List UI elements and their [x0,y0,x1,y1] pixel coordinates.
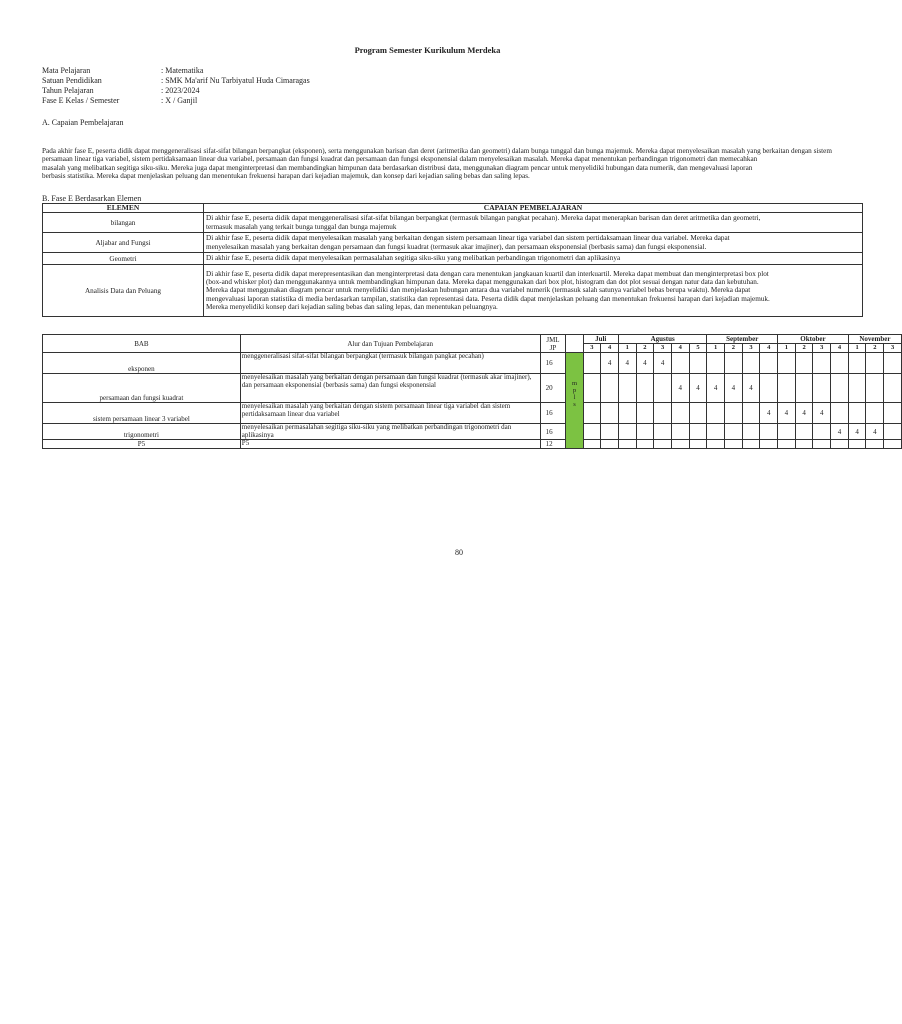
elemen-header: ELEMEN [43,204,204,213]
week-cell [583,440,601,449]
atp-cell: menggeneralisasi sifat-sifat bilangan berpangkat (termasuk bilangan pangkat pecahan) [240,353,540,374]
week-cell: 4 [725,374,743,403]
week-cell [813,440,831,449]
info-label: Mata Pelajaran [42,66,91,75]
week-cell [884,403,902,424]
week-cell: 4 [848,424,866,440]
week-cell [831,403,849,424]
week-cell [795,374,813,403]
jp-cell: 12 [540,440,566,449]
week-number: 4 [760,344,778,353]
week-cell [636,403,654,424]
week-cell: 4 [866,424,884,440]
bab-cell: persamaan dan fungsi kuadrat [43,374,241,403]
info-label: Satuan Pendidikan [42,76,102,85]
capaian-text [204,233,863,253]
capaian-line: termasuk masalah yang terkait bunga tunggal dan bunga majemuk [206,222,397,231]
capaian-text [204,253,863,265]
week-cell [778,424,796,440]
paragraph-line: Pada akhir fase E, peserta didik dapat menggeneralisasi sifat-sifat bilangan berpangkat (eksponen), serta menggunakan barisan dan deret (aritmetika dan geometri) dalam bunga tunggal dan bunga majemuk. Mereka dapat menyelesaikan masalah yang berkaitan dengan sistem [42,147,832,155]
week-cell [671,403,689,424]
week-cell [618,424,636,440]
week-cell [707,353,725,374]
week-cell [760,374,778,403]
schedule-row [43,374,902,403]
week-cell: 4 [636,353,654,374]
info-row [42,66,310,76]
schedule-row [43,424,902,440]
week-cell [654,440,672,449]
week-cell [884,353,902,374]
month-header: September [707,335,778,344]
elemen-header-row [43,204,863,213]
mpls-letter: p [572,386,577,394]
schedule-row [43,353,902,374]
elemen-row [43,253,863,265]
paragraph-line: berbasis statistika. Mereka dapat menjelaskan peluang dan menentukan frekuensi harapan dari kejadian majemuk, dan konsep dari kejadian saling bebas dan saling lepas. [42,171,530,180]
capaian-paragraph [42,147,832,180]
week-cell [884,424,902,440]
week-cell [760,424,778,440]
month-header: November [848,335,901,344]
week-cell: 4 [601,353,619,374]
schedule-row [43,403,902,424]
elemen-name: bilangan [43,213,204,233]
elemen-name: Analisis Data dan Peluang [43,265,204,317]
week-cell [866,353,884,374]
week-cell [742,403,760,424]
week-number: 1 [848,344,866,353]
week-cell [725,440,743,449]
bab-cell: sistem persamaan linear 3 variabel [43,403,241,424]
info-value: : Matematika [161,66,204,75]
week-cell [742,424,760,440]
week-cell [583,374,601,403]
week-cell [778,374,796,403]
week-cell [831,374,849,403]
week-cell: 4 [742,374,760,403]
week-cell [760,353,778,374]
week-cell [618,440,636,449]
week-cell: 4 [760,403,778,424]
week-cell [671,440,689,449]
capaian-line: (box-and whisker plot) dan menggunakannya untuk membandingkan himpunan data. Mereka dapat menggunakan dari box plot, histogram dan dot plot sesuai dengan natur data dan kebutuhan. [206,278,759,287]
week-number: 1 [778,344,796,353]
week-cell: 4 [813,403,831,424]
week-cell: 4 [654,353,672,374]
elemen-row [43,233,863,253]
week-number: 2 [725,344,743,353]
capaian-header: CAPAIAN PEMBELAJARAN [204,204,863,213]
info-value: : X / Ganjil [161,96,198,105]
week-cell [601,440,619,449]
capaian-text [204,265,863,317]
week-cell [583,424,601,440]
week-cell [760,440,778,449]
capaian-line: Di akhir fase E, peserta didik dapat menyelesaikan permasalahan segitiga siku-siku yang melibatkan perbandingan trigonometri dan aplikasinya [206,254,621,263]
week-cell [654,374,672,403]
week-cell [654,424,672,440]
paragraph-line: masalah yang melibatkan segitiga siku-siku. Mereka juga dapat menginterpretasi dan membandingkan himpunan data berdasarkan distribusi data, menggunakan diagram pencar untuk menyelidiki hubungan data numerik, dan mengevaluasi laporan [42,163,753,172]
bab-cell: P5 [43,440,241,449]
week-cell [866,440,884,449]
atp-cell: menyelesaikan masalah yang berkaitan dengan persamaan dan fungsi kuadrat (termasuk akar imajiner), dan persamaan eksponensial (berbasis sama) dan fungsi eksponensial [240,374,540,403]
info-label: Fase E Kelas / Semester [42,96,120,105]
info-row [42,86,310,96]
info-block [42,66,310,106]
info-label: Tahun Pelajaran [42,86,94,95]
week-cell [742,440,760,449]
atp-cell: P5 [240,440,540,449]
week-number: 4 [671,344,689,353]
jp-cell: 20 [540,374,566,403]
document-title: Program Semester Kurikulum Merdeka [354,45,501,55]
week-cell [583,353,601,374]
week-cell [601,424,619,440]
week-cell [636,440,654,449]
week-cell [725,353,743,374]
elemen-row [43,213,863,233]
capaian-line: Di akhir fase E, peserta didik dapat menyelesaikan masalah yang berkaitan dengan sistem persamaan linear tiga variabel dan sistem pertidaksamaan linear dua variabel. Mereka dapat [206,234,730,243]
capaian-line: Mereka menyelidiki konsep dari kejadian saling bebas dan saling lepas, dan menentukan peluangnya. [206,302,498,311]
week-cell [689,353,707,374]
week-cell: 4 [778,403,796,424]
week-cell [689,403,707,424]
elemen-name: Aljabar and Fungsi [43,233,204,253]
mpls-letter: m [571,379,577,387]
week-cell [601,403,619,424]
week-cell [689,440,707,449]
week-number: 5 [689,344,707,353]
schedule-table-viewport [42,334,895,460]
month-header-row [43,335,902,344]
bab-cell: trigonometri [43,424,241,440]
week-number: 4 [601,344,619,353]
bab-header: BAB [43,335,241,353]
week-cell [813,374,831,403]
elemen-name: Geometri [43,253,204,265]
capaian-line: Di akhir fase E, peserta didik dapat menggeneralisasi sifat-sifat bilangan berpangkat (termasuk bilangan pangkat pecahan). Mereka dapat menerapkan barisan dan deret aritmetika dan geometri, [206,214,761,223]
month-header: Juli [583,335,618,344]
week-cell [671,424,689,440]
week-cell [795,440,813,449]
elemen-table [42,203,863,317]
mpls-header-spacer [566,335,583,353]
week-cell [848,374,866,403]
jp-cell: 16 [540,353,566,374]
week-number: 1 [707,344,725,353]
elemen-row [43,265,863,317]
week-cell [848,353,866,374]
week-cell: 4 [795,403,813,424]
week-cell [583,403,601,424]
week-cell [742,353,760,374]
schedule-table [42,334,902,449]
week-number: 2 [636,344,654,353]
week-cell [831,353,849,374]
atp-cell: menyelesaikan masalah yang berkaitan dengan sistem persamaan linear tiga variabel dan sistem pertidaksamaan linear dua variabel [240,403,540,424]
week-number: 3 [742,344,760,353]
week-cell [866,374,884,403]
week-cell [884,440,902,449]
week-cell [636,424,654,440]
week-cell: 4 [671,374,689,403]
week-number: 2 [795,344,813,353]
week-cell [618,403,636,424]
jml-label: JML [546,335,560,344]
week-number: 3 [884,344,902,353]
week-cell [813,353,831,374]
mpls-letter: l [573,393,576,401]
week-cell: 4 [831,424,849,440]
week-number: 2 [866,344,884,353]
week-cell [848,403,866,424]
month-header: Agustus [618,335,706,344]
week-cell [866,403,884,424]
week-cell [831,440,849,449]
week-cell [848,440,866,449]
mpls-letter: s [573,400,576,408]
week-cell [707,440,725,449]
week-cell [795,353,813,374]
week-cell: 4 [707,374,725,403]
week-cell: 4 [618,353,636,374]
jp-cell: 16 [540,424,566,440]
capaian-line: menyelesaikan masalah yang berkaitan dengan persamaan dan fungsi kuadrat (termasuk akar imajiner), dan persamaan eksponensial (berbasis sama) dan fungsi eksponensial. [206,242,707,251]
capaian-line: Mereka dapat menggunakan diagram pencar untuk menyelidiki dan menjelaskan hubungan antara dua variabel numerik (termasuk salah satunya variabel bebas berupa waktu). Mereka dapat [206,286,751,295]
week-cell [725,403,743,424]
info-row [42,76,310,86]
capaian-text [204,213,863,233]
jml-jp-header [540,335,566,353]
week-cell: 4 [689,374,707,403]
week-number: 3 [654,344,672,353]
jp-cell: 16 [540,403,566,424]
atp-cell: menyelesaikan permasalahan segitiga siku-siku yang melibatkan perbandingan trigonometri dan aplikasinya [240,424,540,440]
week-cell [884,374,902,403]
week-cell [689,424,707,440]
mpls-column [566,353,583,449]
week-cell [778,440,796,449]
week-cell [601,374,619,403]
schedule-row [43,440,902,449]
section-b-heading: B. Fase E Berdasarkan Elemen [42,194,142,203]
bab-cell: eksponen [43,353,241,374]
week-number: 4 [831,344,849,353]
week-cell [654,403,672,424]
info-row [42,96,310,106]
month-header: Oktober [778,335,849,344]
week-cell [795,424,813,440]
capaian-line: Di akhir fase E, peserta didik dapat merepresentasikan dan menginterpretasi data dengan cara menentukan jangkauan kuartil dan interkuartil. Mereka dapat membuat dan menginterpretasi box plot [206,269,769,278]
info-value: : 2023/2024 [161,86,200,95]
info-value: : SMK Ma'arif Nu Tarbiyatul Huda Cimaragas [161,76,310,85]
week-cell [618,374,636,403]
section-a-heading: A. Capaian Pembelajaran [42,118,124,127]
elemen-table-viewport [42,203,770,327]
jp-label: JP [549,343,557,352]
week-cell [636,374,654,403]
week-cell [707,403,725,424]
week-cell [778,353,796,374]
week-number: 3 [583,344,601,353]
week-cell [813,424,831,440]
week-cell [707,424,725,440]
week-cell [671,353,689,374]
paragraph-line: persamaan linear tiga variabel, sistem pertidaksamaan linear dua variabel, persamaan dan fungsi kuadrat dan persamaan dan fungsi eksponensial dalam menyelesaikan masalah. Mereka dapat menentukan perbandingan trigonometri dan memecahkan [42,155,758,164]
week-number: 1 [618,344,636,353]
page-number: 80 [455,548,463,557]
week-cell [725,424,743,440]
week-number: 3 [813,344,831,353]
atp-header: Alur dan Tujuan Pembelajaran [240,335,540,353]
capaian-line: mengevaluasi laporan statistika di media berdasarkan tampilan, statistika dan representasi data. Peserta didik dapat menjelaskan peluang dan menentukan frekuensi harapan dari kejadian majemuk. [206,294,770,303]
